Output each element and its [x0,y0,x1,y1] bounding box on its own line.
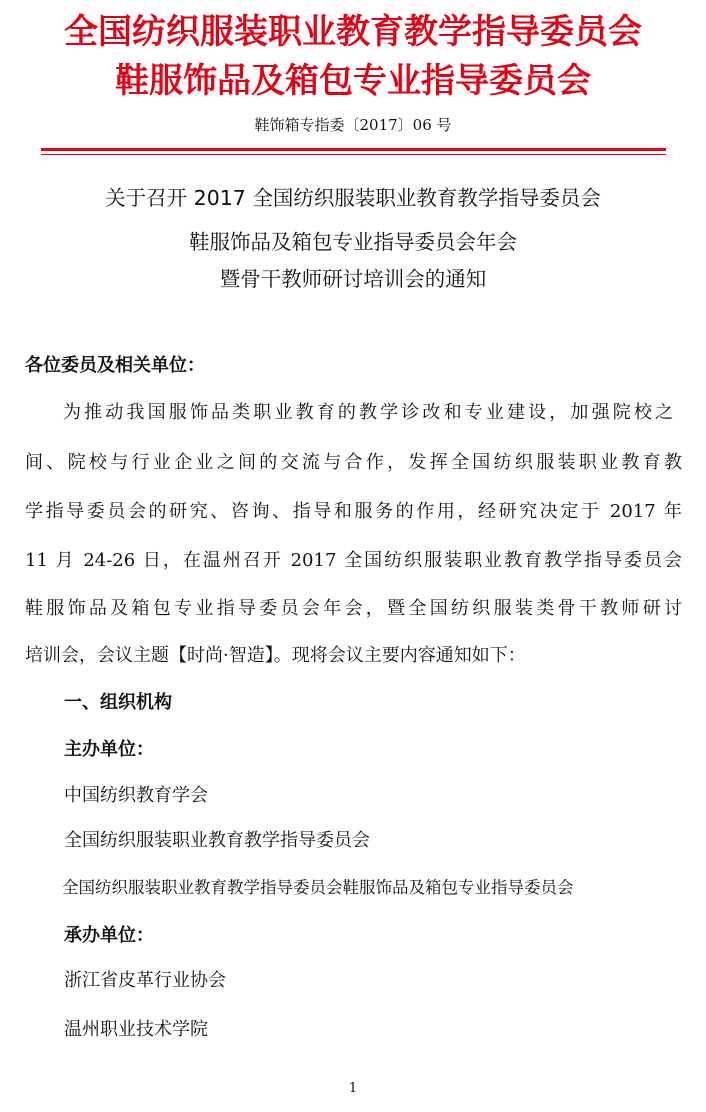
salutation: 各位委员及相关单位： [25,355,205,376]
notice-title-line-2: 鞋服饰品及箱包专业指导委员会年会 [189,230,517,254]
paragraph-line: 学指导委员会的研究、咨询、指导和服务的作用，经研究决定于 2017 年 [25,501,682,522]
organizer-units-label: 承办单位： [64,925,154,946]
paragraph-line: 间、院校与行业企业之间的交流与合作，发挥全国纺织服装职业教育教 [25,452,682,473]
notice-title-line-1: 关于召开 2017 全国纺织服装职业教育教学指导委员会 [105,186,601,210]
letterhead-rule-thick [41,148,666,151]
host-unit: 全国纺织服装职业教育教学指导委员会鞋服饰品及箱包专业指导委员会 [62,878,574,897]
host-unit: 中国纺织教育学会 [64,785,208,806]
letterhead-org-line-2: 鞋服饰品及箱包专业指导委员会 [115,61,591,101]
organizer-unit: 浙江省皮革行业协会 [64,970,226,991]
paragraph-line: 培训会，会议主题【时尚·智造】。现将会议主要内容通知如下： [25,645,526,666]
paragraph-line: 鞋服饰品及箱包专业指导委员会年会，暨全国纺织服装类骨干教师研讨 [25,598,682,619]
organizer-unit: 温州职业技术学院 [64,1019,208,1040]
letterhead-org-line-1: 全国纺织服装职业教育教学指导委员会 [64,12,642,52]
document-number: 鞋饰箱专指委〔2017〕06 号 [254,116,452,134]
paragraph-line: 为推动我国服饰品类职业教育的教学诊改和专业建设，加强院校之 [63,402,673,423]
letterhead-rule-thin [41,154,666,155]
paragraph-line: 11 月 24-26 日，在温州召开 2017 全国纺织服装职业教育教学指导委员会 [25,550,682,571]
notice-title-line-3: 暨骨干教师研讨培训会的通知 [219,267,487,291]
host-unit: 全国纺织服装职业教育教学指导委员会 [64,830,370,851]
section-heading: 一、组织机构 [64,692,172,713]
page-number: 1 [348,1081,358,1096]
host-units-label: 主办单位： [64,739,154,760]
